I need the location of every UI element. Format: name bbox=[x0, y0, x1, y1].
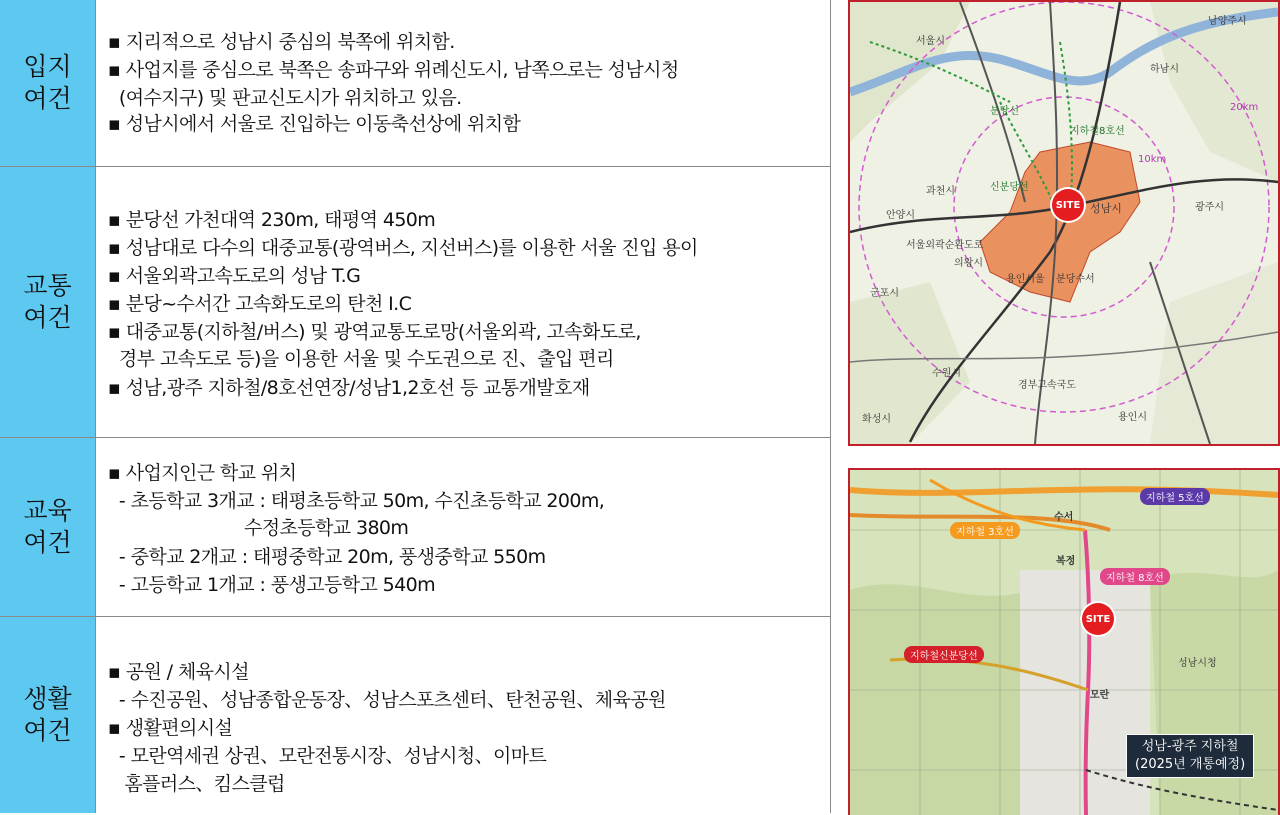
label-line: 여건 bbox=[23, 84, 72, 113]
traffic-line: ▪ 서울외곽고속도로의 성남 T.G bbox=[108, 265, 361, 287]
education-line: ▪ 사업지인근 학교 위치 bbox=[108, 462, 297, 484]
place-label: 군포시 bbox=[870, 288, 899, 299]
label-line: 생활 bbox=[23, 684, 72, 713]
line-badge: 지하철 3호선 bbox=[950, 522, 1020, 539]
place-label: 하남시 bbox=[1150, 64, 1179, 75]
place-label: 의왕시 bbox=[954, 258, 983, 269]
place-label: 광주시 bbox=[1195, 202, 1224, 213]
site-marker: SITE bbox=[1082, 603, 1114, 635]
line-label: 분당선 bbox=[990, 106, 1019, 117]
place-label: 남양주시 bbox=[1208, 16, 1247, 27]
row-divider bbox=[0, 616, 830, 617]
education-line: - 고등학교 1개교 : 풍생고등학고 540m bbox=[108, 574, 436, 596]
section-label-education bbox=[0, 438, 95, 616]
location-line: ▪ 사업지를 중심으로 북쪽은 송파구와 위례신도시, 남쪽으로는 성남시청 bbox=[108, 59, 679, 81]
line-badge: 지하철 8호선 bbox=[1100, 568, 1170, 585]
living-line: - 수진공원、성남종합운동장、성남스포츠센터、탄천공원、체육공원 bbox=[108, 689, 666, 711]
station-label: 모란 bbox=[1090, 690, 1110, 701]
section-label-living bbox=[0, 617, 95, 813]
ring-label: 10km bbox=[1138, 154, 1167, 165]
line-label: 지하철8호선 bbox=[1070, 126, 1125, 137]
place-label: 서울시 bbox=[916, 36, 945, 47]
subway-callout bbox=[1126, 734, 1254, 778]
station-label: 성남시청 bbox=[1178, 658, 1217, 669]
place-label: 성남시 bbox=[1090, 202, 1122, 215]
station-label: 수서 bbox=[1054, 512, 1074, 523]
education-line: - 중학교 2개교 : 태평중학교 20m, 풍생중학교 550m bbox=[108, 546, 546, 568]
label-line: 여건 bbox=[23, 303, 72, 332]
living-line: - 모란역세권 상권、모란전통시장、성남시청、이마트 bbox=[108, 745, 547, 767]
label-line: 여건 bbox=[23, 716, 72, 745]
location-line: (여수지구) 및 판교신도시가 위치하고 있음. bbox=[108, 87, 462, 109]
row-divider bbox=[0, 166, 830, 167]
education-line: 수정초등학교 380m bbox=[108, 517, 409, 539]
traffic-line: ▪ 분당선 가천대역 230m, 태평역 450m bbox=[108, 209, 436, 231]
location-line: ▪ 지리적으로 성남시 중심의 북쪽에 위치함. bbox=[108, 31, 455, 53]
location-line: ▪ 성남시에서 서울로 진입하는 이동축선상에 위치함 bbox=[108, 113, 521, 135]
label-line: 교육 bbox=[23, 496, 72, 525]
traffic-line: 경부 고속도로 등)을 이용한 서울 및 수도권으로 진、출입 편리 bbox=[108, 348, 614, 370]
station-label: 복정 bbox=[1056, 556, 1076, 567]
place-label: 안양시 bbox=[886, 210, 915, 221]
subway-map bbox=[848, 468, 1280, 815]
label-line: 입지 bbox=[23, 52, 72, 81]
road-label: 서울외곽순환도로 bbox=[906, 240, 984, 251]
road-label: 분당수서 bbox=[1056, 274, 1095, 285]
ring-label: 20km bbox=[1230, 102, 1259, 113]
line-label: 신분당선 bbox=[990, 182, 1029, 193]
road-label: 경부고속국도 bbox=[1018, 380, 1076, 391]
traffic-line: ▪ 분당~수서간 고속화도로의 탄천 I.C bbox=[108, 293, 412, 315]
road-label: 용인서울 bbox=[1006, 274, 1045, 285]
education-line: - 초등학교 3개교 : 태평초등학교 50m, 수진초등학교 200m, bbox=[108, 490, 605, 512]
line-badge: 지하철신분당선 bbox=[904, 646, 984, 663]
place-label: 과천시 bbox=[926, 186, 955, 197]
traffic-line: ▪ 대중교통(지하철/버스) 및 광역교통도로망(서울외곽, 고속화도로, bbox=[108, 321, 641, 343]
row-divider bbox=[0, 437, 830, 438]
label-line: 교통 bbox=[23, 271, 72, 300]
living-line: ▪ 생활편의시설 bbox=[108, 717, 233, 739]
living-line: 홈플러스、킴스클럽 bbox=[108, 773, 285, 795]
living-line: ▪ 공원 / 체육시설 bbox=[108, 661, 249, 683]
column-divider-right bbox=[830, 0, 831, 813]
callout-line: (2025년 개통예정) bbox=[1135, 757, 1246, 772]
line-badge: 지하철 5호선 bbox=[1140, 488, 1210, 505]
site-marker: SITE bbox=[1052, 189, 1084, 221]
column-divider bbox=[95, 0, 96, 813]
regional-map bbox=[848, 0, 1280, 446]
place-label: 용인시 bbox=[1118, 412, 1147, 423]
callout-line: 성남-광주 지하철 bbox=[1141, 739, 1239, 754]
traffic-line: ▪ 성남대로 다수의 대중교통(광역버스, 지선버스)를 이용한 서울 진입 용이 bbox=[108, 237, 698, 259]
place-label: 화성시 bbox=[862, 414, 891, 425]
place-label: 수원시 bbox=[932, 368, 961, 379]
label-line: 여건 bbox=[23, 528, 72, 557]
section-label-traffic bbox=[0, 167, 95, 437]
section-label-location bbox=[0, 0, 95, 166]
traffic-line: ▪ 성남,광주 지하철/8호선연장/성남1,2호선 등 교통개발호재 bbox=[108, 377, 590, 399]
